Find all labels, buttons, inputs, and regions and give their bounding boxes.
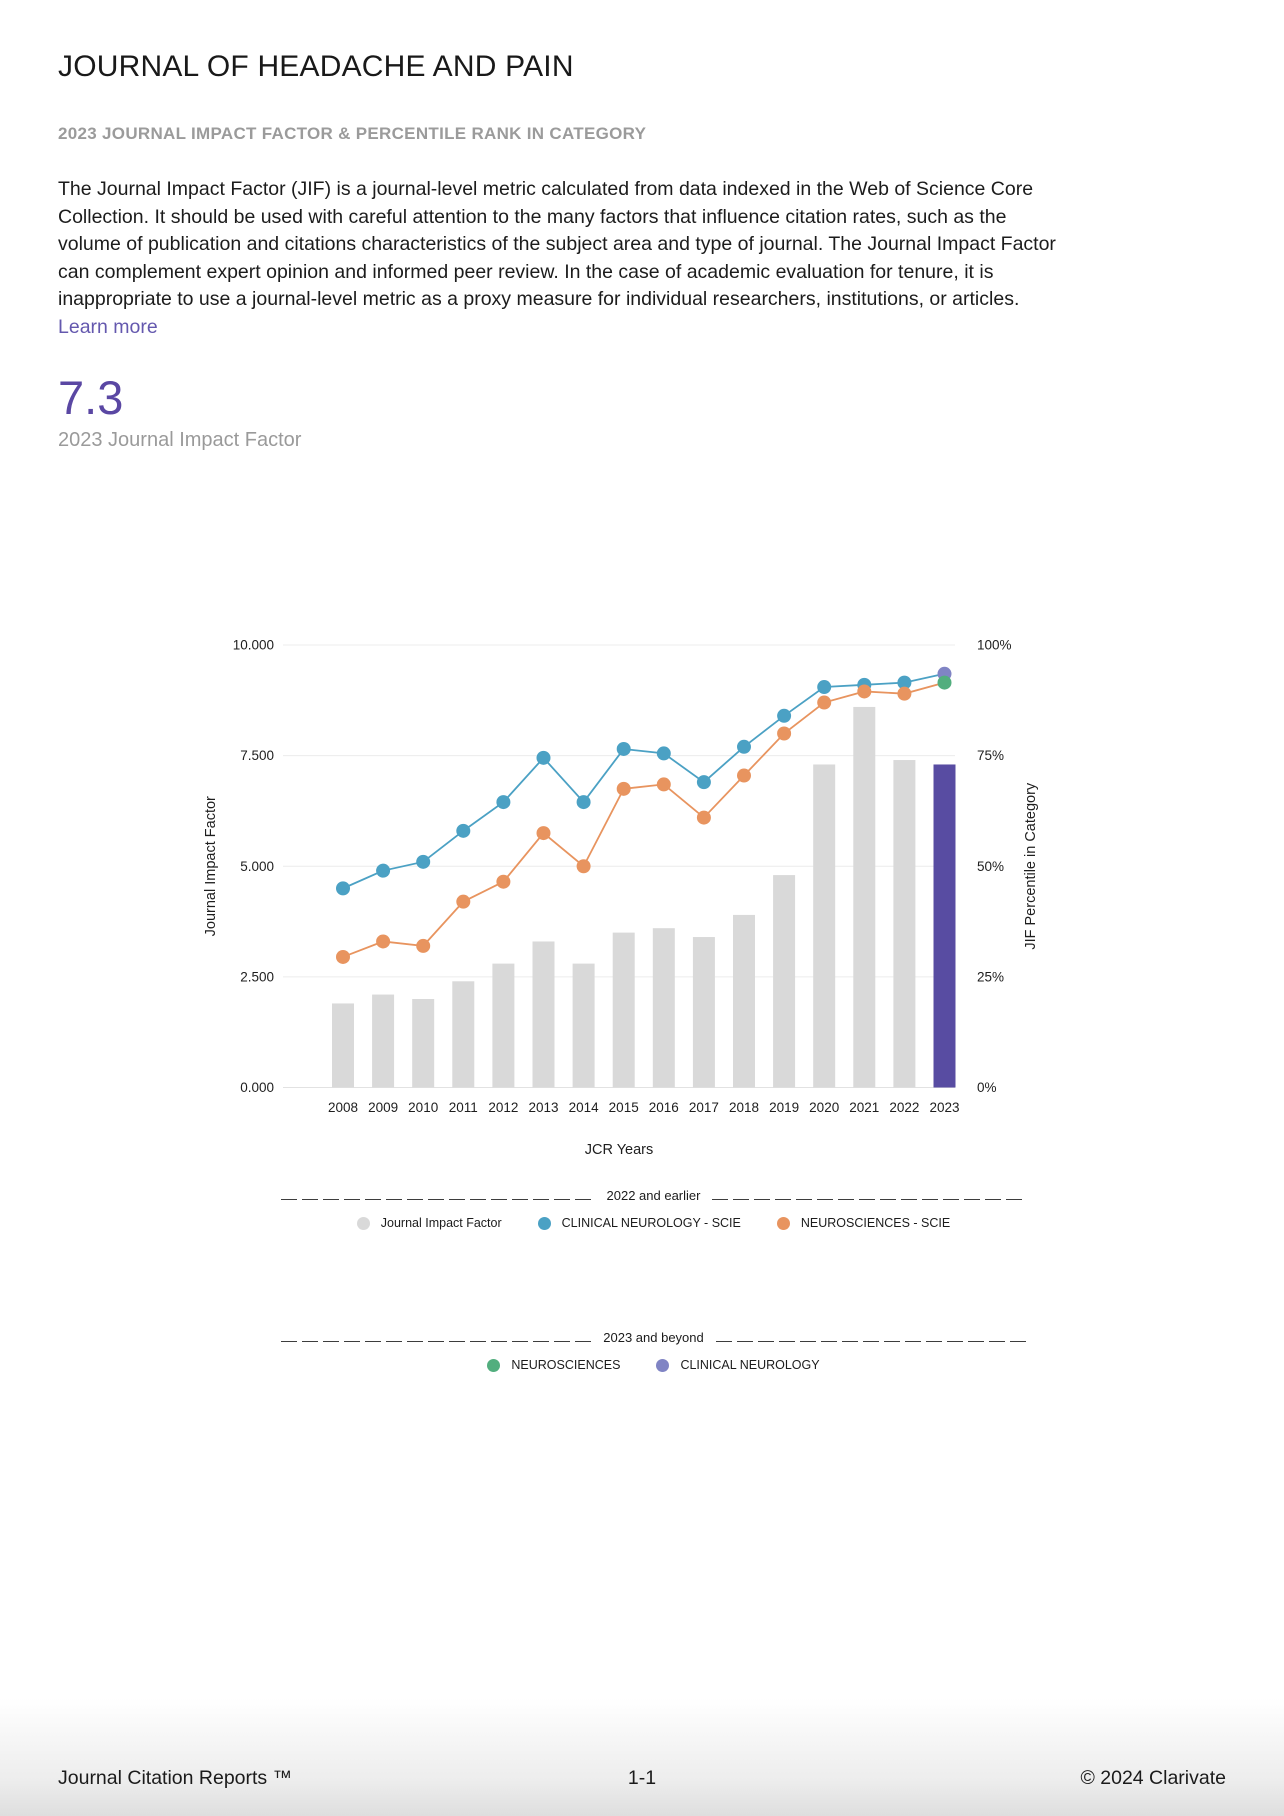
jif-bar-2016 [653,928,675,1087]
neurosciences-scie-point-2018 [737,769,751,783]
x-axis-tick-label-2016: 2016 [648,1100,679,1115]
x-axis-tick-label-2021: 2021 [849,1100,880,1115]
page-footer [0,1698,1284,1816]
y-left-tick-label: 2.500 [240,969,274,985]
journal-title: JOURNAL OF HEADACHE AND PAIN [58,50,574,83]
footer-copyright: © 2024 Clarivate [1080,1767,1226,1789]
clinical-neurology-scie-point-2009 [376,864,390,878]
legend-rule-right [716,1340,1026,1342]
legend-label: CLINICAL NEUROLOGY [680,1358,820,1372]
neurosciences-scie-point-2008 [336,950,350,964]
x-axis-tick-label-2017: 2017 [688,1100,719,1115]
legend-rule-left [281,1198,595,1200]
legend-rule-left [281,1340,591,1342]
x-axis-tick-label-2008: 2008 [327,1100,359,1115]
jif-bar-2019 [773,875,795,1087]
neurosciences-scie-point-2010 [416,939,430,953]
neurosciences-point-2023 [938,676,952,690]
jif-bar-2010 [412,999,434,1088]
neurosciences-legend-icon [487,1359,500,1372]
jif-bar-2023 [934,764,956,1087]
clinical-neurology-legend-icon [656,1359,669,1372]
clinical-neurology-scie-point-2010 [416,855,430,869]
clinical-neurology-scie-point-2013 [537,751,551,765]
x-axis-tick-label-2012: 2012 [488,1100,519,1115]
jif-metric [58,372,1226,453]
x-axis-tick-label-2022: 2022 [889,1100,920,1115]
neurosciences-scie-point-2020 [817,696,831,710]
y-right-tick-label: 50% [977,858,1005,874]
jif-bar-2022 [893,760,915,1087]
jif-bar-2014 [573,964,595,1088]
x-axis-tick-label-2010: 2010 [408,1100,439,1115]
clinical-neurology-scie-point-2011 [456,824,470,838]
jif-bar-legend-icon [357,1217,370,1230]
y-right-tick-label: 25% [977,969,1005,985]
neurosciences-scie-legend-icon [777,1217,790,1230]
neurosciences-scie-point-2013 [537,826,551,840]
x-axis-tick-label-2009: 2009 [368,1100,399,1115]
jif-bar-2012 [492,964,514,1088]
jif-bar-2017 [693,937,715,1087]
neurosciences-scie-point-2017 [697,811,711,825]
x-axis-tick-label-2023: 2023 [929,1100,960,1115]
clinical-neurology-scie-point-2017 [697,775,711,789]
legend-item-neurosciences [487,1358,620,1372]
jif-bar-2021 [853,707,875,1088]
y-left-tick-label: 5.000 [240,858,274,874]
neurosciences-scie-point-2015 [617,782,631,796]
jif-description-text: The Journal Impact Factor (JIF) is a journal-level metric calculated from data indexed in the Web of Science Core Collection. It should be used with careful attention to the many factors that influence citation rates, such as the volume of publication and citations characteristics of the subject area and type of journal. The Journal Impact Factor can complement expert opinion and informed peer review. In the case of academic evaluation for tenure, it is inappropriate to use a journal-level metric as a proxy measure for individual researchers, institutions, or articles. [58,178,1056,311]
clinical-neurology-scie-point-2016 [657,746,671,760]
neurosciences-scie-point-2021 [857,684,871,698]
jif-bar-2008 [332,1003,354,1087]
x-axis-tick-label-2014: 2014 [568,1100,599,1115]
legend-item-clinical-neurology [656,1358,819,1372]
jif-bar-2015 [613,933,635,1088]
jif-bar-2018 [733,915,755,1088]
y-right-tick-label: 75% [977,748,1005,764]
legend-label: Journal Impact Factor [380,1216,502,1230]
jif-bar-2011 [452,981,474,1087]
legend-label: NEUROSCIENCES - SCIE [800,1216,951,1230]
learn-more-link[interactable]: Learn more [58,315,158,338]
jif-chart-svg [195,542,1055,1167]
x-axis-title: JCR Years [584,1142,654,1158]
legend-label: NEUROSCIENCES [511,1358,621,1372]
y-left-axis-title: Journal Impact Factor [203,796,219,937]
y-left-tick-label: 10.000 [232,637,274,653]
x-axis-tick-label-2020: 2020 [809,1100,840,1115]
jif-trend-chart [195,542,1095,1372]
clinical-neurology-scie-point-2019 [777,709,791,723]
jif-metric-label: 2023 Journal Impact Factor [58,429,302,452]
y-right-axis-title: JIF Percentile in Category [1023,782,1039,950]
y-left-tick-label: 0.000 [240,1080,274,1095]
x-axis-tick-label-2015: 2015 [608,1100,639,1115]
legend-2022-title: 2022 and earlier [606,1188,701,1203]
neurosciences-scie-point-2011 [456,895,470,909]
jif-bar-2013 [533,941,555,1087]
jif-metric-value: 7.3 [58,370,124,424]
clinical-neurology-scie-point-2012 [496,795,510,809]
neurosciences-scie-point-2009 [376,934,390,948]
x-axis-tick-label-2019: 2019 [769,1100,800,1115]
legend-item-journal-impact-factor [357,1216,502,1230]
footer-product-name: Journal Citation Reports ™ [58,1767,293,1789]
legend-item-neurosciences-scie [777,1216,950,1230]
jif-bar-2009 [372,995,394,1088]
legend-2023-title: 2023 and beyond [603,1330,704,1345]
section-subtitle: 2023 JOURNAL IMPACT FACTOR & PERCENTILE RANK IN CATEGORY [58,124,647,143]
clinical-neurology-scie-point-2018 [737,740,751,754]
neurosciences-scie-point-2012 [496,875,510,889]
clinical-neurology-scie-point-2015 [617,742,631,756]
legend-2022-and-earlier [281,1188,1026,1230]
y-left-tick-label: 7.500 [240,748,274,764]
neurosciences-scie-point-2019 [777,727,791,741]
jif-description [58,176,1063,342]
legend-2023-and-beyond [281,1330,1026,1372]
legend-label: CLINICAL NEUROLOGY - SCIE [561,1216,741,1230]
clinical-neurology-scie-legend-icon [538,1217,551,1230]
legend-item-clinical-neurology-scie [538,1216,741,1230]
legend-2022-rule [281,1188,1026,1203]
neurosciences-scie-point-2022 [897,687,911,701]
footer-page-number: 1-1 [627,1767,657,1789]
clinical-neurology-scie-point-2014 [577,795,591,809]
clinical-neurology-scie-point-2020 [817,680,831,694]
x-axis-tick-label-2011: 2011 [448,1100,478,1115]
neurosciences-scie-point-2014 [577,859,591,873]
clinical-neurology-scie-point-2008 [336,881,350,895]
jif-bar-2020 [813,764,835,1087]
x-axis-tick-label-2018: 2018 [728,1100,760,1115]
legend-2023-rule [281,1330,1026,1345]
x-axis-tick-label-2013: 2013 [528,1100,559,1115]
y-right-tick-label: 0% [977,1080,997,1095]
legend-rule-right [712,1198,1026,1200]
neurosciences-scie-point-2016 [657,777,671,791]
y-right-tick-label: 100% [977,637,1012,653]
